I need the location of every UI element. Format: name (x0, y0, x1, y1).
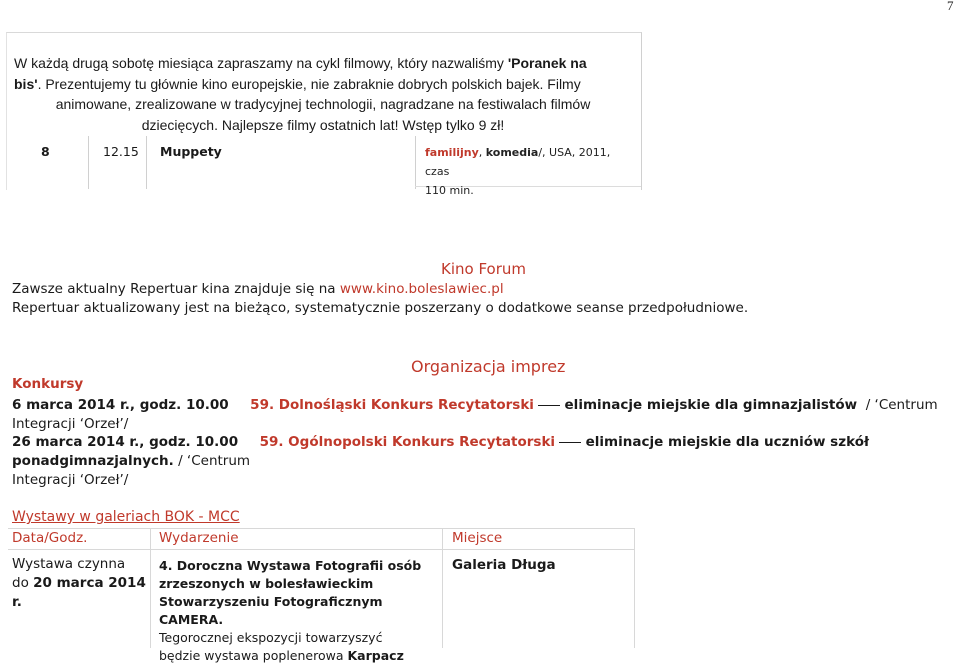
exhibit-event-line: Tegorocznej ekspozycji towarzyszyć (159, 630, 383, 645)
event-place: / ‘Centrum Integracji ‘Orzeł’/ (12, 397, 938, 432)
intro-text-2: . Prezentujemy tu głównie kino europejskie, nie zabraknie dobrych polskich bajek. Filmy (37, 75, 581, 92)
film-number: 8 (41, 144, 50, 159)
dash (538, 405, 560, 406)
poranek-intro (14, 53, 632, 135)
kino-repertuar-line (12, 280, 504, 299)
table-divider (442, 528, 443, 648)
intro-line-4: dziecięcych. Najlepsze filmy ostatnich lat! Wstęp tylko 9 zł! (141, 116, 505, 133)
exhibit-event-line: zrzeszonych w bolesławieckim (159, 576, 374, 591)
exhibit-event-place-name: Karpacz (347, 648, 404, 663)
table-header-row (8, 528, 634, 550)
exhibit-date-line1: Wystawa czynna (12, 556, 126, 572)
kino-line1-text: Zawsze aktualny Repertuar kina znajduje się na (12, 281, 340, 297)
intro-series-name-b: bis' (14, 75, 38, 92)
kino-forum-title: Kino Forum (441, 260, 527, 278)
film-genre-sep: , (478, 146, 486, 159)
row-divider (88, 136, 89, 189)
konkursy-heading: Konkursy (12, 376, 84, 392)
film-time: 12.15 (103, 144, 139, 159)
event-description: eliminacje miejskie dla uczniów szkół ponadgimnazjalnych. (12, 434, 869, 469)
kino-update-line: Repertuar aktualizowany jest na bieżąco, systematycznie poszerzany o dodatkowe seanse przedpołudniowe. (12, 300, 749, 316)
exhibit-date-prefix: do (12, 575, 34, 591)
exhibit-event-line: Stowarzyszeniu Fotograficznym CAMERA. (159, 594, 383, 627)
kino-website-link[interactable]: www.kino.boleslawiec.pl (339, 281, 504, 297)
exhibit-event-line (159, 647, 429, 665)
intro-series-name-a: 'Poranek na (507, 55, 587, 71)
film-title: Muppety (160, 144, 222, 159)
organizacja-title: Organizacja imprez (411, 357, 566, 376)
film-genre (425, 143, 625, 200)
event-name: 59. Ogólnopolski Konkurs Recytatorski (259, 434, 556, 450)
table-cell-event (159, 557, 429, 665)
exhibit-end-date: 20 marca 2014 r. (12, 575, 146, 610)
table-header-date: Data/Godz. (12, 530, 88, 546)
row-divider (146, 136, 147, 189)
intro-text-1: W każdą drugą sobotę miesiąca zapraszamy na cykl filmowy, który nazwaliśmy (14, 55, 508, 71)
dash (559, 442, 581, 443)
event-description: eliminacje miejskie dla gimnazjalistów (564, 397, 858, 413)
event-item (12, 433, 947, 490)
intro-line-3: animowane, zrealizowane w tradycyjnej technologii, nagradzane na festiwalach filmów (55, 96, 591, 112)
row-divider (415, 136, 416, 189)
event-date: 26 marca 2014 r., godz. 10.00 (12, 434, 239, 450)
film-duration: 110 min. (425, 184, 474, 197)
exhibit-date-line2 (12, 574, 147, 612)
wystawy-title: Wystawy w galeriach BOK - MCC (12, 509, 240, 525)
exhibit-event-text: będzie wystawa poplenerowa (159, 648, 348, 663)
event-date: 6 marca 2014 r., godz. 10.00 (12, 397, 229, 413)
film-genre-main: familijny (425, 146, 479, 159)
intro-line-1 (14, 53, 632, 74)
event-place-cont: Integracji ‘Orzeł’/ (12, 472, 129, 488)
event-name: 59. Dolnośląski Konkurs Recytatorski (250, 397, 534, 413)
table-divider (634, 528, 635, 648)
table-header-event: Wydarzenie (159, 530, 239, 546)
page-number: 7 (947, 0, 954, 13)
event-item (12, 396, 952, 434)
table-header-place: Miejsce (452, 530, 503, 546)
intro-line-2 (14, 74, 632, 95)
exhibit-event-line: 4. Doroczna Wystawa Fotografii osób (159, 558, 422, 573)
table-cell-place: Galeria Długa (452, 557, 556, 573)
film-genre-second: komedia (485, 146, 539, 159)
table-cell-date (12, 555, 147, 612)
table-divider (150, 528, 151, 648)
event-place: / ‘Centrum (178, 453, 251, 469)
film-details: /, USA, 2011, czas (425, 146, 611, 178)
